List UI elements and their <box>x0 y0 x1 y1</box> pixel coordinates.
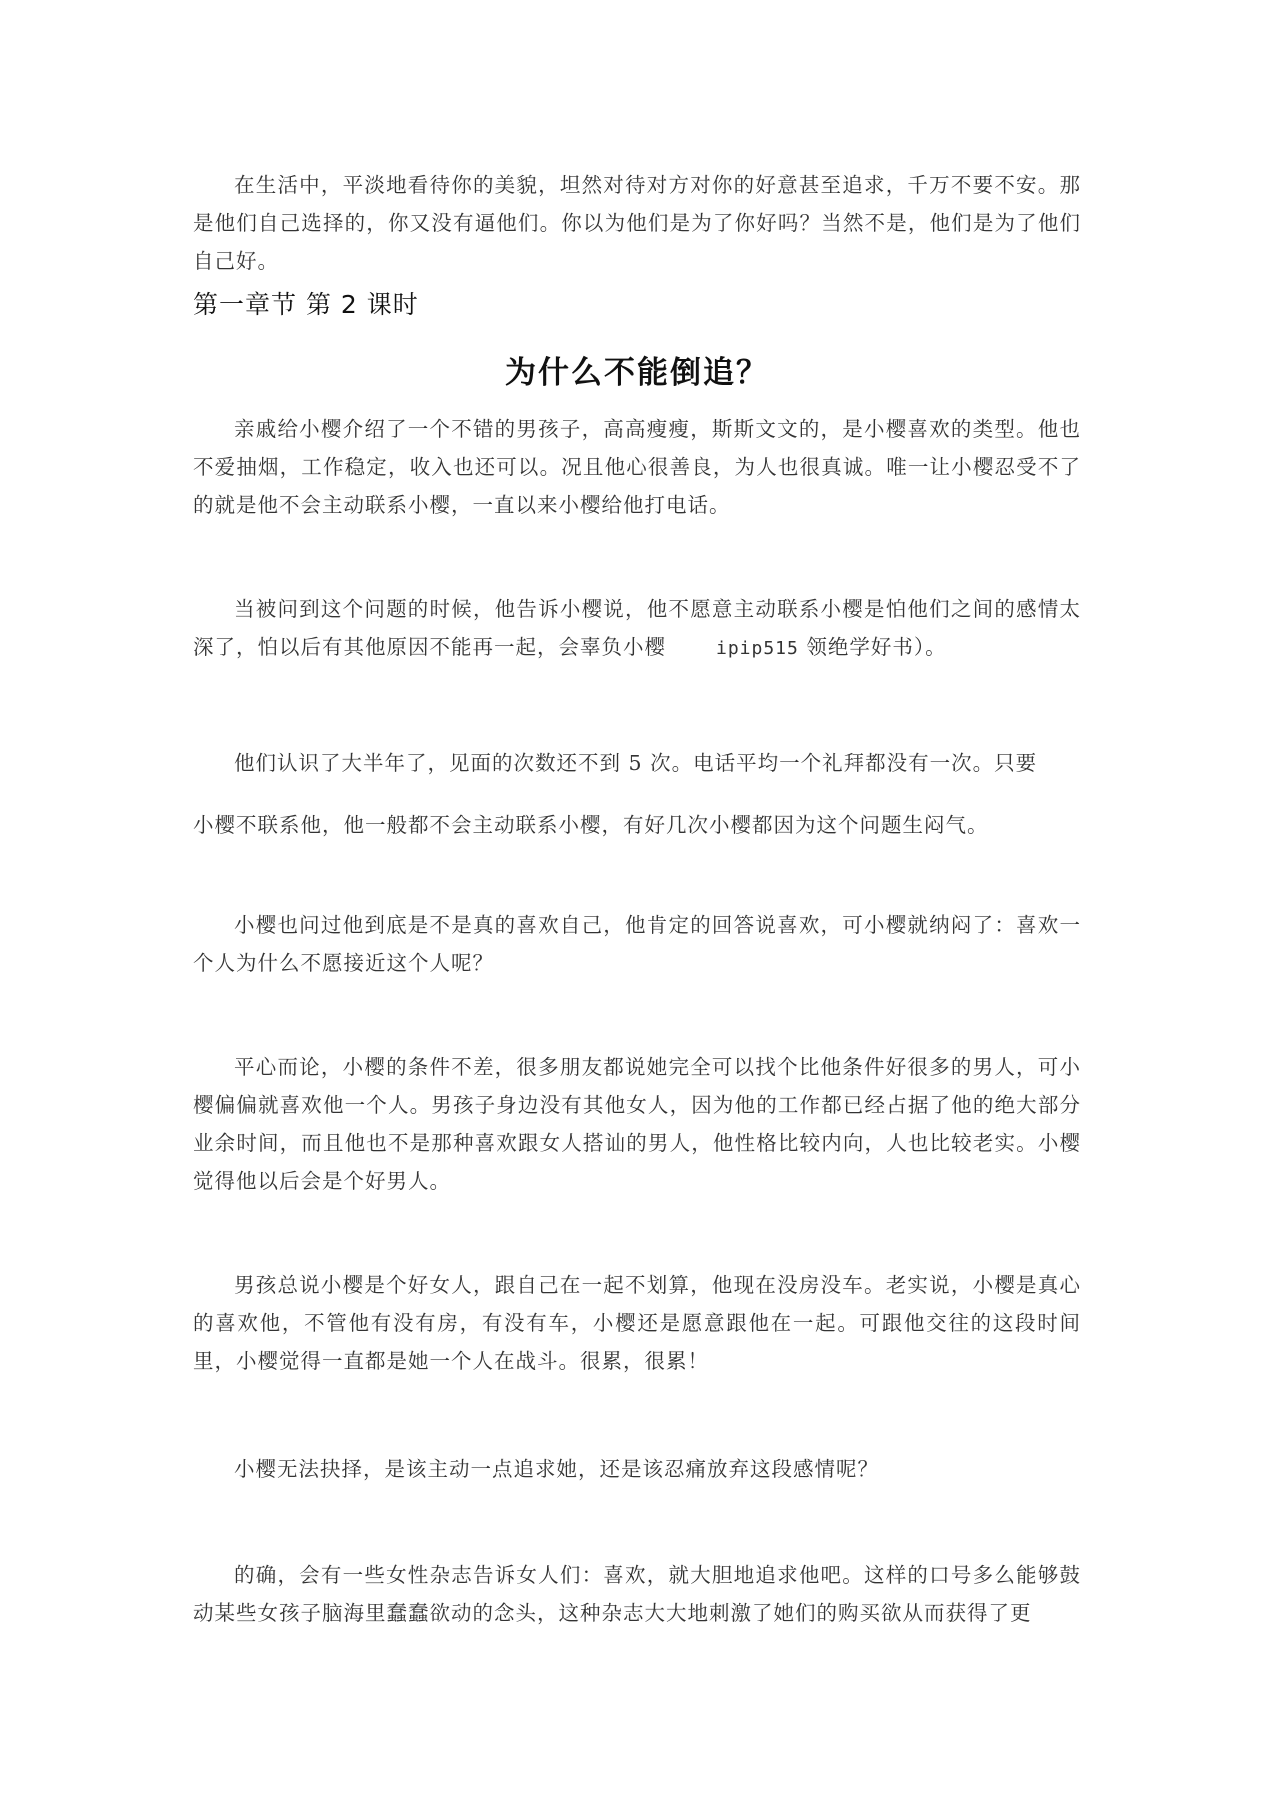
paragraph-2-tail: 领绝学好书）。 <box>798 635 947 659</box>
paragraph-1: 亲戚给小樱介绍了一个不错的男孩子，高高瘦瘦，斯斯文文的，是小樱喜欢的类型。他也不爱抽烟，工作稳定，收入也还可以。况且他心很善良，为人也很真诚。唯一让小樱忍受不了的就是他不会主动联系小樱，一直以来小樱给他打电话。 <box>193 417 1081 517</box>
paragraph-4: 小樱也问过他到底是不是真的喜欢自己，他肯定的回答说喜欢，可小樱就纳闷了：喜欢一个人为什么不愿接近这个人呢？ <box>193 913 1081 975</box>
paragraph-2 <box>193 590 1081 668</box>
paragraph-2-text: 当被问到这个问题的时候，他告诉小樱说，他不愿意主动联系小樱是怕他们之间的感情太深了，怕以后有其他原因不能再一起，会辜负小樱 <box>193 597 1081 659</box>
paragraph-5: 平心而论，小樱的条件不差，很多朋友都说她完全可以找个比他条件好很多的男人，可小樱偏偏就喜欢他一个人。男孩子身边没有其他女人，因为他的工作都已经占据了他的绝大部分业余时间，而且他也不是那种喜欢跟女人搭讪的男人，他性格比较内向，人也比较老实。小樱觉得他以后会是个好男人。 <box>193 1055 1081 1193</box>
chapter-heading: 第一章节 第 2 课时 <box>193 290 419 319</box>
paragraph-6: 男孩总说小樱是个好女人，跟自己在一起不划算，他现在没房没车。老实说，小樱是真心的喜欢他，不管他有没有房，有没有车，小樱还是愿意跟他在一起。可跟他交往的这段时间里，小樱觉得一直都是她一个人在战斗。很累，很累！ <box>193 1273 1081 1373</box>
paragraph-2-code: ipip515 <box>716 638 799 659</box>
paragraph-8: 的确，会有一些女性杂志告诉女人们：喜欢，就大胆地追求他吧。这样的口号多么能够鼓动某些女孩子脑海里蠢蠢欲动的念头，这种杂志大大地刺激了她们的购买欲从而获得了更 <box>193 1563 1081 1625</box>
intro-paragraph: 在生活中，平淡地看待你的美貌，坦然对待对方对你的好意甚至追求，千万不要不安。那是他们自己选择的，你又没有逼他们。你以为他们是为了你好吗？当然不是，他们是为了他们自己好。 <box>193 173 1081 273</box>
paragraph-7: 小樱无法抉择，是该主动一点追求她，还是该忍痛放弃这段感情呢？ <box>234 1457 879 1481</box>
article-title: 为什么不能倒追？ <box>505 355 769 391</box>
paragraph-3-line-2: 小樱不联系他，他一般都不会主动联系小樱，有好几次小樱都因为这个问题生闷气。 <box>193 813 989 837</box>
paragraph-3-line-1: 他们认识了大半年了，见面的次数还不到 5 次。电话平均一个礼拜都没有一次。只要 <box>234 751 1038 775</box>
